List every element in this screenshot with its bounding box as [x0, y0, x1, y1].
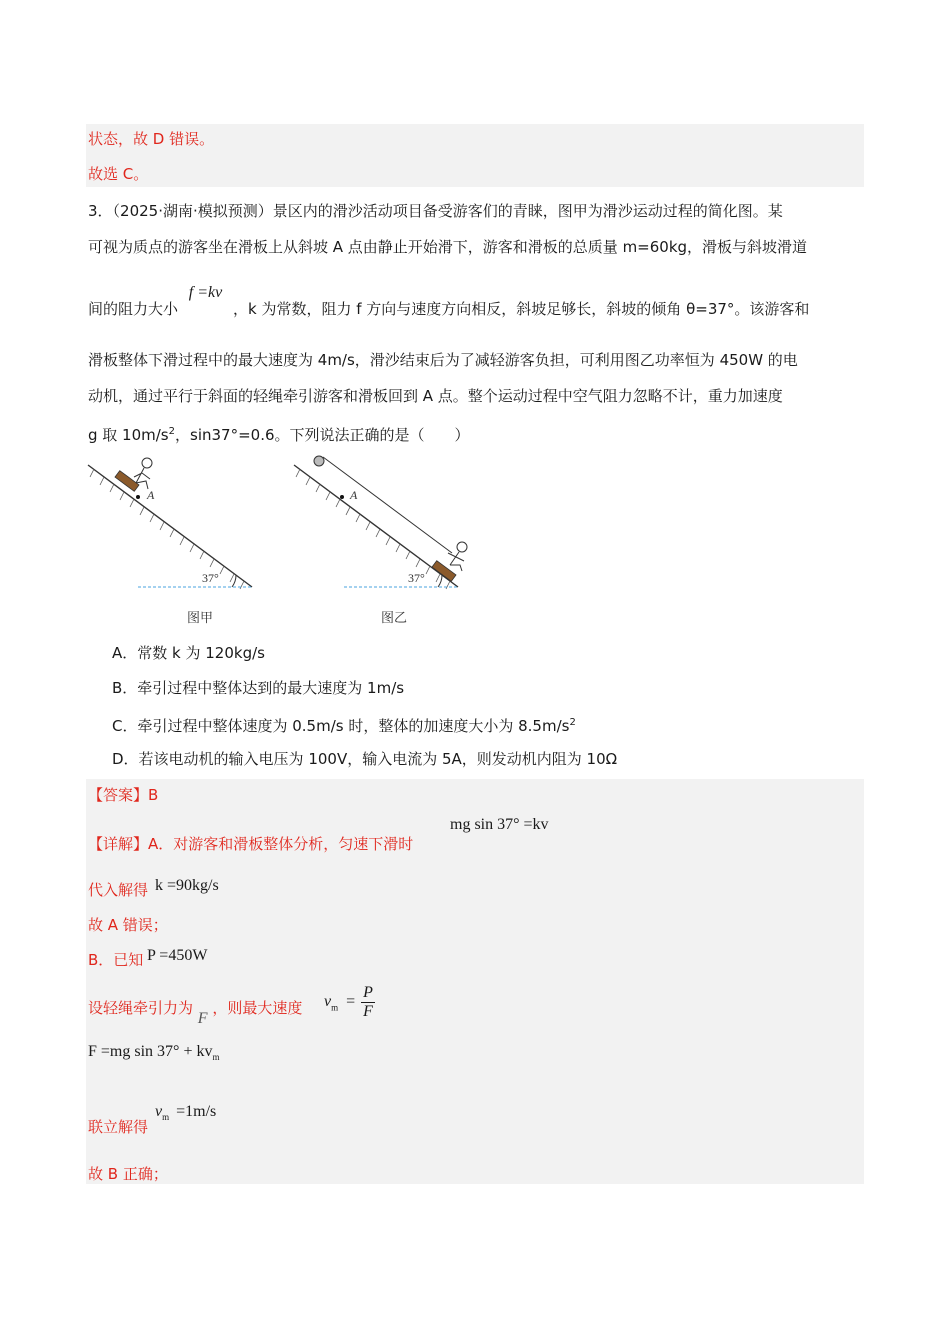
point-a-marker: [136, 495, 140, 499]
equation-3: P =450W: [147, 947, 208, 964]
rider-head: [142, 458, 152, 468]
rider-body: [448, 552, 464, 571]
rider-head: [457, 542, 467, 552]
detail-line-a: 【详解】A．对游客和滑板整体分析，匀速下滑时: [88, 835, 414, 853]
point-a-marker: [340, 495, 344, 499]
equation-5: F =mg $\sin 37^\circ + kv_m$: [88, 1043, 220, 1063]
question-line-2: 可视为质点的游客坐在滑板上从斜坡 A 点由静止开始滑下，游客和滑板的总质量 m=60kg，滑板与斜坡滑道: [88, 238, 808, 256]
question-line-3: 间的阻力大小 f =kv ，k 为常数，阻力 f 方向与速度方向相反，斜坡足够长，斜坡的倾角 θ=37°。该游客和: [88, 284, 810, 318]
question-line-5: 动机，通过平行于斜面的轻绳牵引游客和滑板回到 A 点。整个运动过程中空气阻力忽略不计，重力加速度: [88, 387, 783, 405]
symbol-f: F: [197, 1010, 208, 1027]
solution-line: 故选 C。: [88, 165, 149, 183]
equation-1: mg sin 37° =kv: [450, 816, 549, 833]
answer-label: 【答案】B: [88, 786, 159, 804]
figure-left-caption: 图甲: [187, 611, 214, 626]
solution-line: 状态，故 D 错误。: [88, 130, 215, 148]
figure-right-slope-diagram: [290, 455, 470, 595]
rope: [323, 457, 452, 553]
detail-line-b: 代入解得: [88, 881, 149, 899]
point-a-label: A: [350, 488, 358, 502]
option-d: D．若该电动机的输入电压为 100V，输入电流为 5A，则发动机内阻为 10Ω: [112, 750, 618, 768]
detail-line-d: B．已知: [88, 951, 144, 969]
question-line-4: 滑板整体下滑过程中的最大速度为 4m/s，滑沙结束后为了减轻游客负担，可利用图乙功率恒为 450W 的电: [88, 351, 798, 369]
pulley-icon: [314, 456, 324, 466]
equation-2: k =90kg/s: [155, 877, 219, 894]
angle-label: 37°: [202, 571, 219, 585]
equation-6: $v_m =1m/s$: [155, 1103, 217, 1123]
question-line-6: g 取 $10m/s^2$，sin37°=0.6。下列说法正确的是（ ）: [88, 426, 470, 444]
slope-hatching: [90, 469, 244, 589]
angle-label: 37°: [408, 571, 425, 585]
option-a: A．常数 k 为 120kg/s: [112, 644, 265, 662]
option-c: C．牵引过程中整体速度为 0.5m/s 时，整体的加速度大小为 $8.5m/s^2$: [112, 717, 576, 735]
option-b: B．牵引过程中整体达到的最大速度为 1m/s: [112, 679, 405, 697]
figure-left-slope-diagram: [86, 455, 266, 595]
detail-line-f: 联立解得: [88, 1118, 149, 1136]
point-a-label: A: [147, 488, 155, 502]
question-line-1: 3．（2025·湖南·模拟预测）景区内的滑沙活动项目备受游客们的青睐，图甲为滑沙运动过程的简化图。某: [88, 202, 783, 220]
formula-f-kv: f =kv: [188, 284, 223, 301]
slope-hatching: [296, 469, 450, 589]
equation-4: $v_m$ = $\frac{P}{F}$: [324, 984, 373, 1020]
detail-line-c: 故 A 错误；: [88, 916, 168, 934]
figure-right-caption: 图乙: [381, 611, 408, 626]
detail-line-e: 设轻绳牵引力为 F ，则最大速度: [88, 999, 303, 1027]
detail-line-g: 故 B 正确；: [88, 1165, 168, 1183]
